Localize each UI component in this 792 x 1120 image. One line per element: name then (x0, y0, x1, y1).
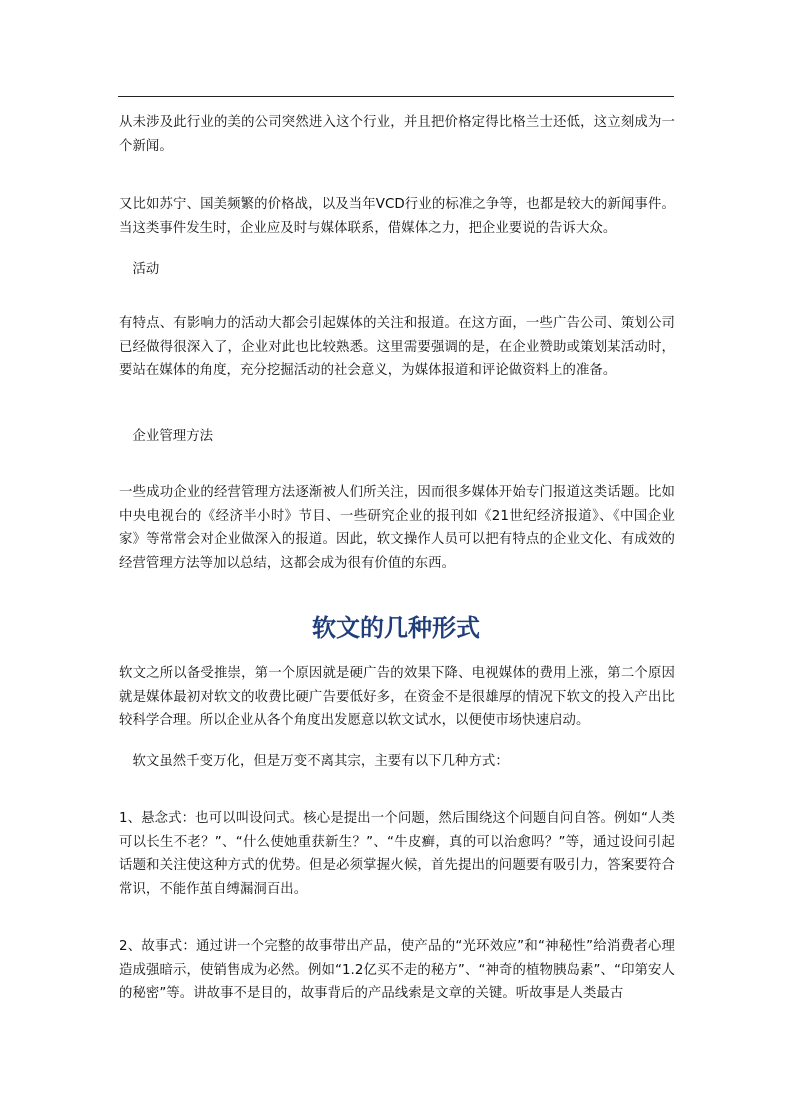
paragraph-story-style: 2、故事式：通过讲一个完整的故事带出产品，使产品的“光环效应”和“神秘性”给消费者心理造成强暗示，使销售成为必然。例如“1.2亿买不走的秘方”、“神奇的植物胰岛素”、“印第安人的秘密”等。讲故事不是目的，故事背后的产品线索是文章的关键。听故事是人类最古 (119, 939, 675, 1001)
subheading-activity: 活动 (119, 262, 160, 277)
paragraph-suspense-style: 1、悬念式：也可以叫设问式。核心是提出一个问题，然后围绕这个问题自问自答。例如“人类可以长生不老？”、“什么使她重获新生？”、“牛皮癣，真的可以治愈吗？”等，通过设问引起话题和关注使这种方式的优势。但是必须掌握火候，首先提出的问题要有吸引力，答案要符合常识，不能作茧自缚漏洞百出。 (119, 811, 675, 897)
section-title: 软文的几种形式 (312, 613, 480, 642)
paragraph-meidi-news: 从未涉及此行业的美的公司突然进入这个行业，并且把价格定得比格兰士还低，这立刻成为一个新闻。 (119, 115, 675, 154)
paragraph-management: 一些成功企业的经营管理方法逐渐被人们所关注，因而很多媒体开始专门报道这类话题。比如中央电视台的《经济半小时》节目、一些研究企业的报刊如《21世纪经济报道》、《中国企业家》等常常会对企业做深入的报道。因此，软文操作人员可以把有特点的企业文化、有成效的经营管理方法等加以总结，这都会成为很有价值的东西。 (119, 485, 675, 571)
paragraph-methods-intro: 软文虽然千变万化，但是万变不离其宗，主要有以下几种方式： (119, 754, 509, 769)
paragraph-why-soft-article: 软文之所以备受推崇，第一个原因就是硬广告的效果下降、电视媒体的费用上涨，第二个原因就是媒体最初对软文的收费比硬广告要低好多，在资金不是很雄厚的情况下软文的投入产出比较科学合理。所以企业从各个角度出发愿意以软文试水，以便使市场快速启动。 (119, 666, 675, 728)
paragraph-price-war: 又比如苏宁、国美频繁的价格战，以及当年VCD行业的标准之争等，也都是较大的新闻事件。当这类事件发生时，企业应及时与媒体联系，借媒体之力，把企业要说的告诉大众。 (119, 197, 675, 236)
header-rule (118, 96, 674, 97)
paragraph-activity: 有特点、有影响力的活动大都会引起媒体的关注和报道。在这方面，一些广告公司、策划公司已经做得很深入了，企业对此也比较熟悉。这里需要强调的是，在企业赞助或策划某活动时，要站在媒体的角度，充分挖掘活动的社会意义，为媒体报道和评论做资料上的准备。 (119, 316, 675, 378)
subheading-management: 企业管理方法 (119, 429, 214, 444)
